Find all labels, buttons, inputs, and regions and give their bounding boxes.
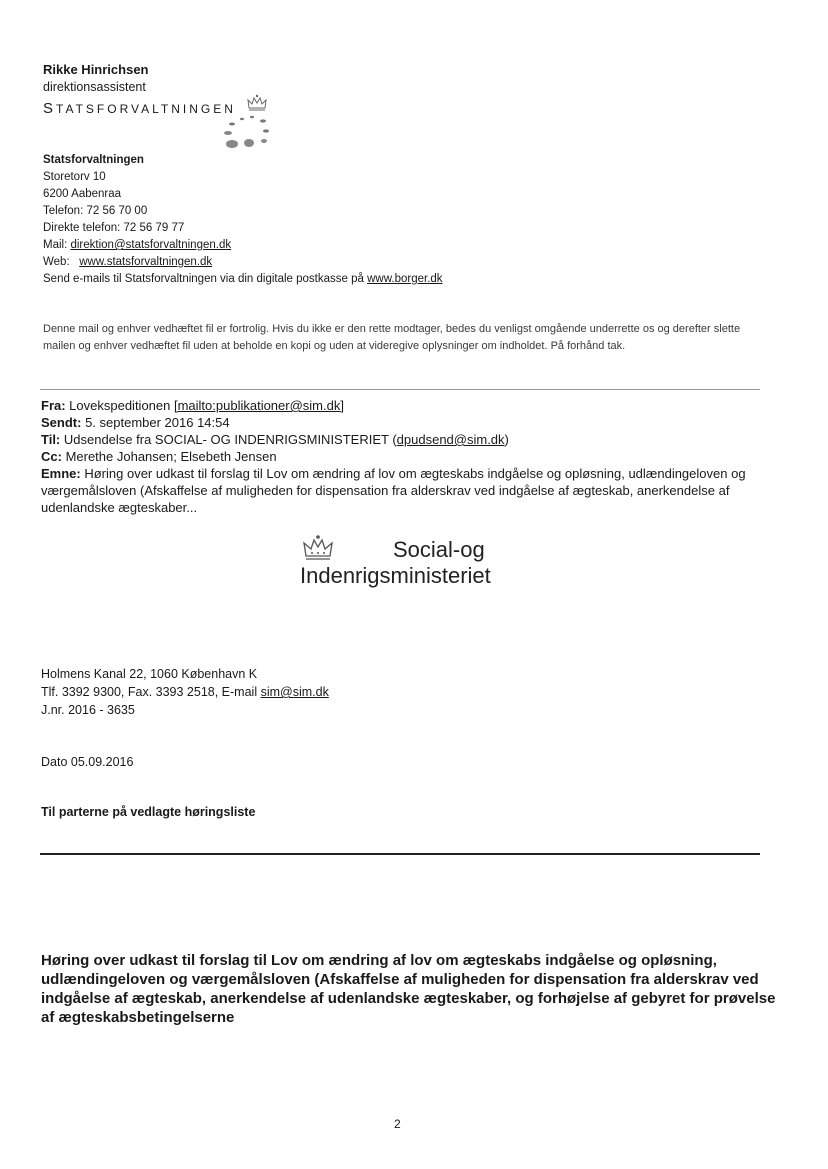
subject-label: Emne: (41, 466, 81, 481)
org-initial: S (43, 100, 57, 117)
contact-block (43, 152, 443, 288)
from-value: Lovekspeditionen (65, 398, 174, 413)
divider-thick (40, 853, 760, 855)
email-subject-row (41, 465, 771, 516)
address-web-row (43, 254, 443, 271)
signature-name: Rikke Hinrichsen (43, 62, 149, 77)
ministry-contact (41, 683, 329, 701)
email-to-row (41, 431, 771, 448)
borger-link[interactable]: www.borger.dk (367, 273, 443, 285)
address-city: 6200 Aabenraa (43, 188, 122, 200)
web-link[interactable]: www.statsforvaltningen.dk (79, 256, 213, 268)
ministry-name-line1: Social-og (393, 537, 485, 562)
to-value: Udsendelse fra SOCIAL- OG INDENRIGSMINISTERIET ( (60, 432, 397, 447)
recipients-line: Til parterne på vedlagte høringsliste (41, 805, 256, 819)
cc-value: Merethe Johansen; Elsebeth Jensen (61, 449, 277, 464)
to-link[interactable]: dpudsend@sim.dk (396, 432, 505, 447)
signature-role: direktionsassistent (43, 80, 146, 94)
to-close: ) (504, 432, 509, 447)
email-from-row (41, 397, 771, 414)
address-mail-row (43, 237, 443, 254)
address-phone: Telefon: 72 56 70 00 (43, 205, 148, 217)
sent-value: 5. september 2016 14:54 (81, 415, 230, 430)
address-org: Statsforvaltningen (43, 154, 144, 166)
ministry-jnr: J.nr. 2016 - 3635 (41, 703, 135, 717)
ministry-crown-icon (300, 534, 336, 562)
address-street: Storetorv 10 (43, 171, 106, 183)
to-label: Til: (41, 432, 61, 447)
ministry-email-link[interactable]: sim@sim.dk (260, 685, 329, 699)
from-label: Fra: (41, 398, 66, 413)
ministry-address: Holmens Kanal 22, 1060 København K (41, 667, 258, 681)
web-label: Web: (43, 256, 80, 268)
cc-label: Cc: (41, 449, 62, 464)
divider (40, 389, 760, 390)
mail-label: Mail: (43, 239, 71, 251)
sent-label: Sendt: (41, 415, 82, 430)
crown-icon (246, 94, 268, 112)
confidentiality-disclaimer: Denne mail og enhver vedhæftet fil er fortrolig. Hvis du ikke er den rette modtager, bedes du venligst omgående underrette os og derefter slette mailen og enhver vedhæftet fil uden at beholde en kopi og uden at videregive oplysninger om indholdet. På forhånd tak. (43, 323, 741, 352)
email-header (41, 397, 771, 516)
signature-organisation (43, 100, 236, 117)
ministry-name-line2: Indenrigsministeriet (300, 563, 491, 588)
mail-link[interactable]: direktion@statsforvaltningen.dk (70, 239, 232, 251)
email-cc-row (41, 448, 771, 465)
org-rest: TATSFORVALTNINGEN (56, 102, 236, 116)
document-title: Høring over udkast til forslag til Lov om ændring af lov om ægteskabs indgåelse og opløsning, udlændingeloven og værgemålsloven (Afskaffelse af muligheden for dispensation fra alderskrav ved indgåelse af ægteskab, anerkendelse af udenlandske ægteskaber, og forhøjelse af gebyret for prøvelse af ægteskabsbetingelserne (41, 952, 776, 1026)
address-send-row (43, 271, 443, 288)
page-number: 2 (394, 1117, 401, 1131)
from-link[interactable]: [mailto:publikationer@sim.dk] (173, 398, 344, 413)
send-text: Send e-mails til Statsforvaltningen via din digitale postkasse på (43, 273, 368, 285)
subject-value: Høring over udkast til forslag til Lov om ændring af lov om ægteskabs indgåelse og opløsning, udlændingeloven og værgemålsloven (Afskaffelse af muligheden for dispensation fra alderskrav ved indgåelse af ægteskab, anerkendelse af udenlandske ægteskaber... (41, 466, 746, 515)
ministry-contact-text: Tlf. 3392 9300, Fax. 3393 2518, E-mail (41, 685, 261, 699)
document-date: Dato 05.09.2016 (41, 755, 134, 769)
statsforvaltningen-logo-icon (218, 112, 274, 152)
ministry-address-block (41, 665, 329, 719)
email-sent-row (41, 414, 771, 431)
address-direct-phone: Direkte telefon: 72 56 79 77 (43, 222, 185, 234)
